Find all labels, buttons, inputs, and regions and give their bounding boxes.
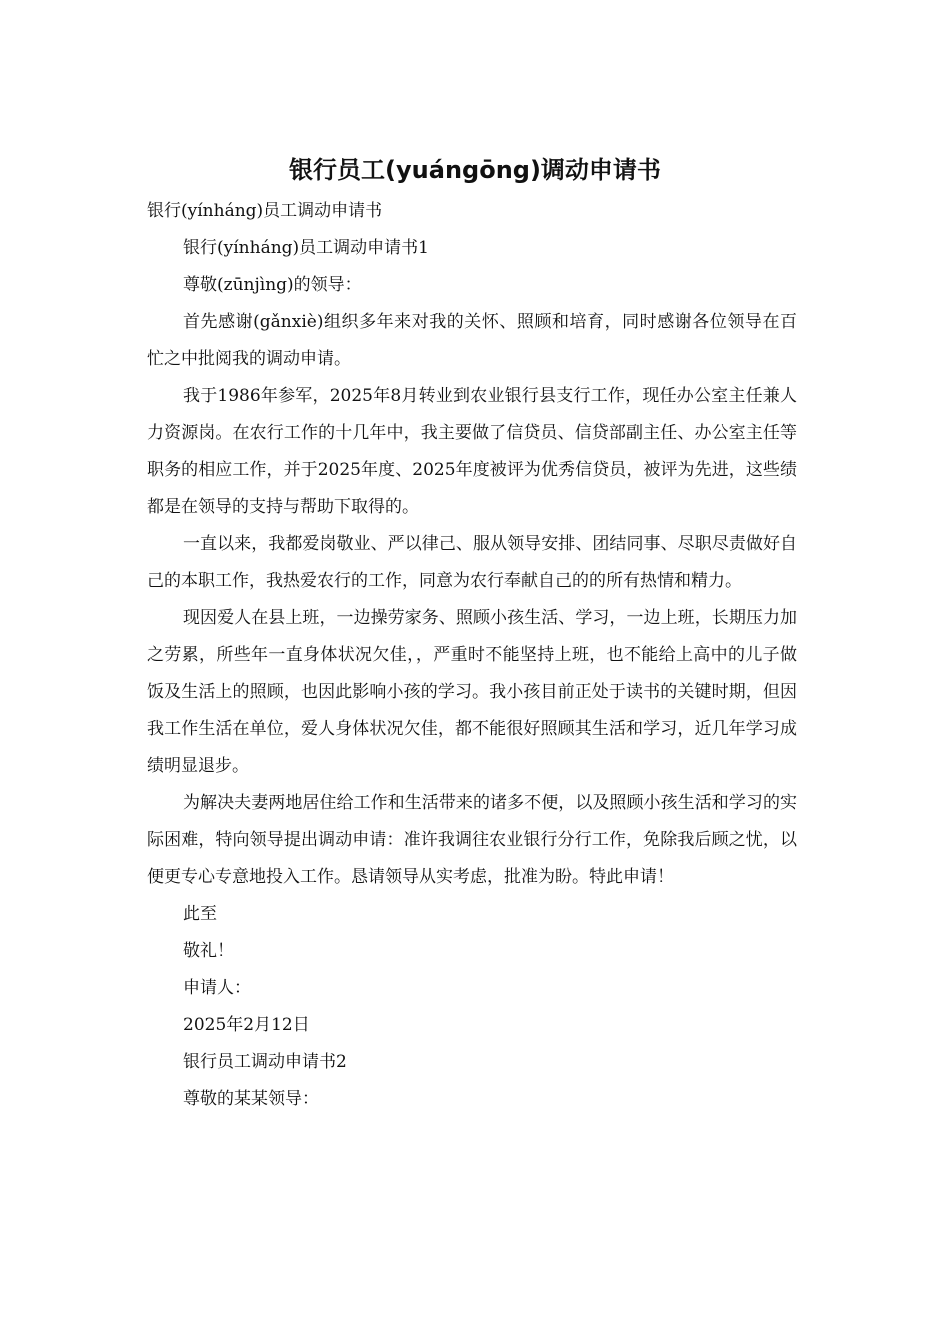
- closing-ci-zhi: 此至: [183, 904, 217, 924]
- document-title: 银行员工(yuángōng)调动申请书: [289, 156, 661, 184]
- closing-jing-li: 敬礼！: [183, 941, 234, 961]
- paragraph-dedication: 一直以来，我都爱岗敬业、严以律己、服从领导安排、团结同事、尽职尽责做好自己的本职工作，我热爱农行的工作，同意为农行奉献自己的的所有热情和精力。: [147, 534, 797, 591]
- applicant-label: 申请人：: [183, 978, 251, 998]
- salutation-2: 尊敬的某某领导：: [183, 1089, 319, 1109]
- paragraph-background: 我于1986年参军，2025年8月转业到农业银行县支行工作，现任办公室主任兼人力资源岗。在农行工作的十几年中，我主要做了信贷员、信贷部副主任、办公室主任等职务的相应工作，并于2025年度、2025年度被评为优秀信贷员，被评为先进，这些绩都是在领导的支持与帮助下取得的。: [147, 386, 797, 517]
- paragraph-request: 为解决夫妻两地居住给工作和生活带来的诸多不便，以及照顾小孩生活和学习的实际困难，特向领导提出调动申请：准许我调往农业银行分行工作，免除我后顾之忧，以便更专心专意地投入工作。恳请领导从实考虑，批准为盼。特此申请！: [147, 793, 797, 887]
- paragraph-family-situation: 现因爱人在县上班，一边操劳家务、照顾小孩生活、学习，一边上班，长期压力加之劳累，所些年一直身体状况欠佳，，严重时不能坚持上班，也不能给上高中的儿子做饭及生活上的照顾，也因此影响小孩的学习。我小孩目前正处于读书的关键时期，但因我工作生活在单位，爱人身体状况欠佳，都不能很好照顾其生活和学习，近几年学习成绩明显退步。: [147, 608, 797, 776]
- section-heading-1: 银行(yínháng)员工调动申请书1: [183, 238, 429, 258]
- salutation: 尊敬(zūnjìng)的领导：: [183, 275, 362, 295]
- document-body: [147, 193, 797, 1118]
- paragraph-thanks: 首先感谢(gǎnxiè)组织多年来对我的关怀、照顾和培育，同时感谢各位领导在百忙之中批阅我的调动申请。: [147, 312, 797, 369]
- subtitle-line: 银行(yínháng)员工调动申请书: [147, 201, 383, 221]
- section-heading-2: 银行员工调动申请书2: [183, 1052, 347, 1072]
- application-date: 2025年2月12日: [183, 1015, 310, 1035]
